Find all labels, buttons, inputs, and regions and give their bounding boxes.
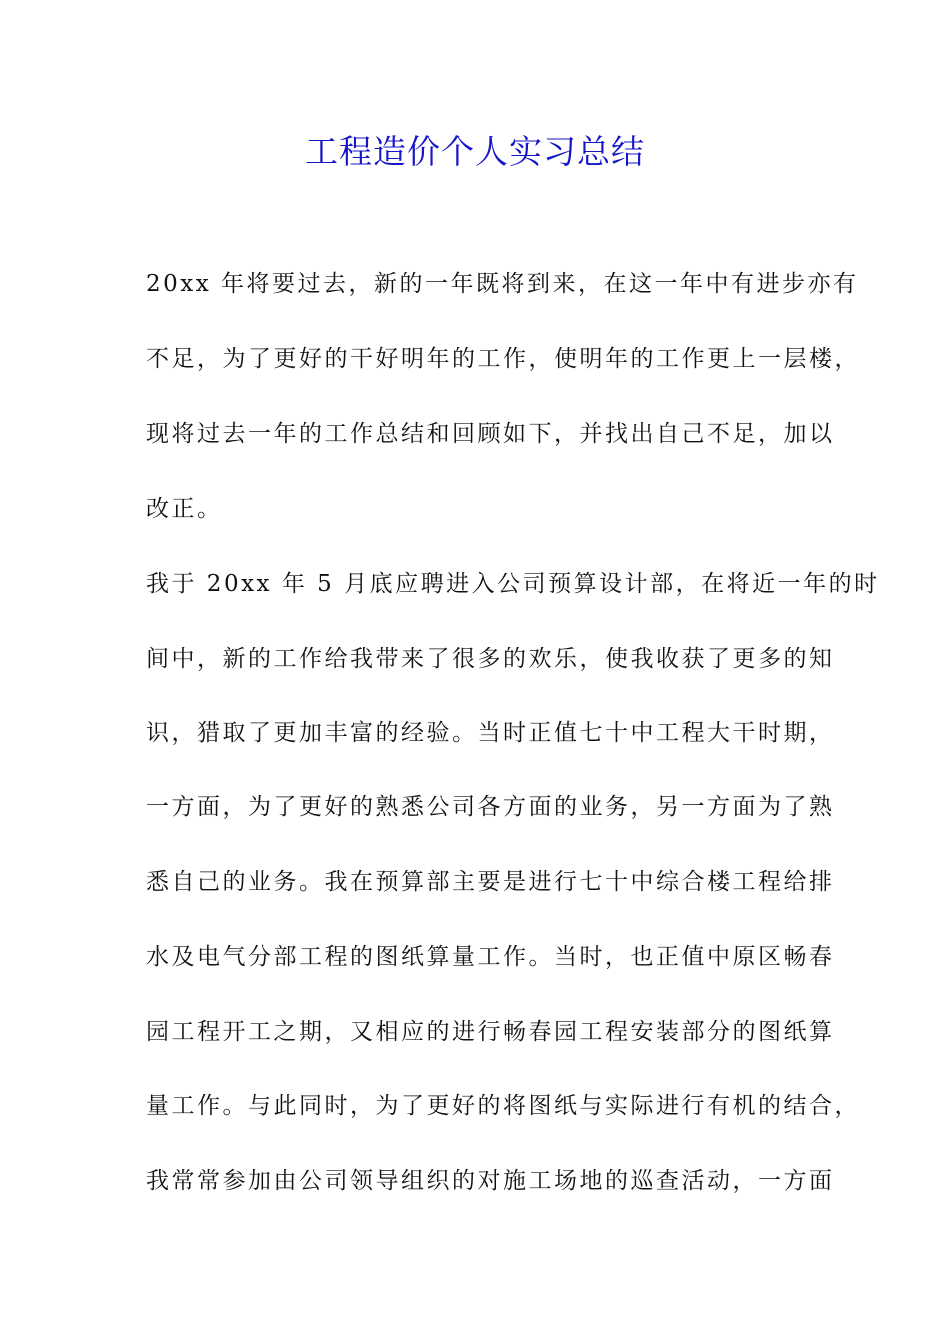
body-line: 20xx 年将要过去，新的一年既将到来，在这一年中有进步亦有 bbox=[146, 271, 859, 297]
body-line: 园工程开工之期，又相应的进行畅春园工程安装部分的图纸算 bbox=[146, 1019, 835, 1045]
body-line: 我常常参加由公司领导组织的对施工场地的巡查活动，一方面 bbox=[146, 1168, 835, 1194]
body-line: 水及电气分部工程的图纸算量工作。当时，也正值中原区畅春 bbox=[146, 944, 835, 970]
body-line: 一方面，为了更好的熟悉公司各方面的业务，另一方面为了熟 bbox=[146, 794, 835, 820]
body-line: 识，猎取了更加丰富的经验。当时正值七十中工程大干时期， bbox=[146, 720, 835, 746]
body-line: 间中，新的工作给我带来了很多的欢乐，使我收获了更多的知 bbox=[146, 646, 835, 672]
document-title: 工程造价个人实习总结 bbox=[305, 132, 645, 171]
body-line: 现将过去一年的工作总结和回顾如下，并找出自己不足，加以 bbox=[146, 421, 835, 447]
body-line: 量工作。与此同时，为了更好的将图纸与实际进行有机的结合， bbox=[146, 1093, 860, 1119]
body-line: 悉自己的业务。我在预算部主要是进行七十中综合楼工程给排 bbox=[146, 869, 835, 895]
body-line: 我于 20xx 年 5 月底应聘进入公司预算设计部，在将近一年的时 bbox=[146, 571, 880, 597]
body-line: 不足，为了更好的干好明年的工作，使明年的工作更上一层楼， bbox=[146, 346, 860, 372]
body-line: 改正。 bbox=[146, 496, 223, 522]
